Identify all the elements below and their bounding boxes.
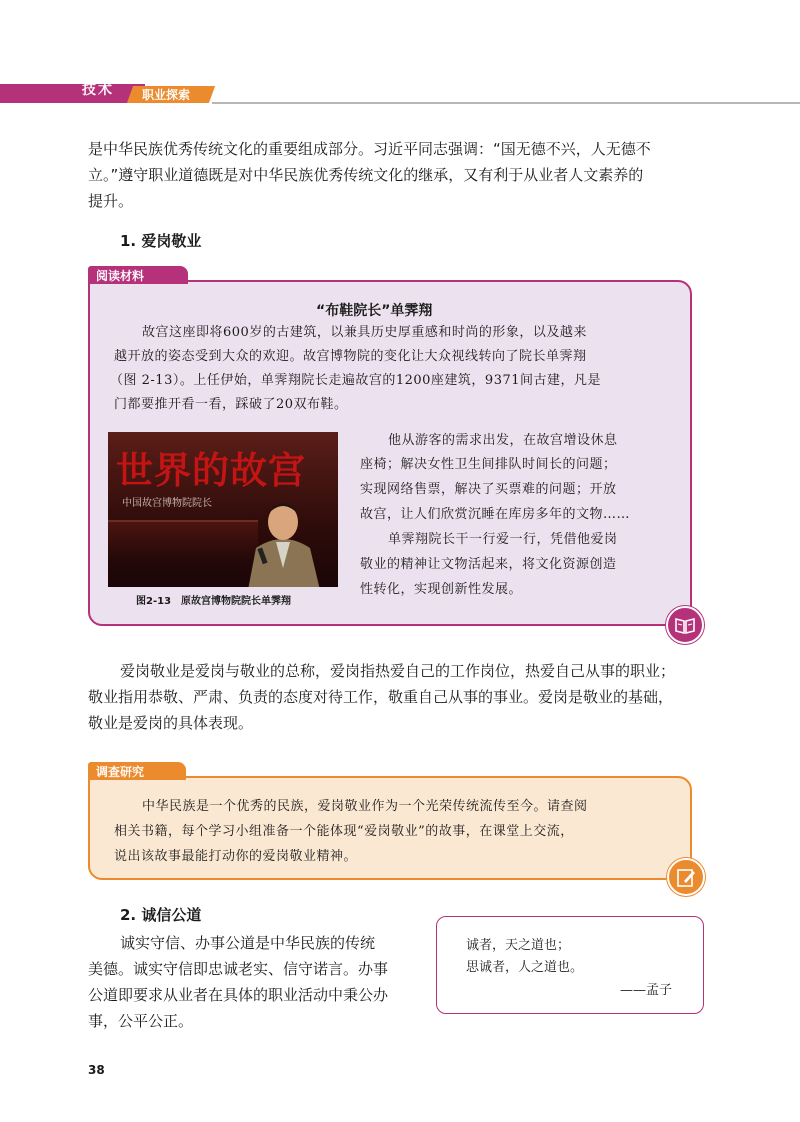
- pen-icon: [667, 858, 705, 896]
- survey-tab: [88, 762, 186, 780]
- reading-p2-line-5: 单霁翔院长干一行爱一行，凭借他爱岗: [388, 532, 618, 547]
- header-rule: [212, 102, 800, 104]
- reading-p1-line-1: 故宫这座即将600岁的古建筑，以兼具历史厚重感和时尚的形象，以及越来: [142, 325, 587, 340]
- photo-caption: 图2-13 原故宫博物院院长单霁翔: [136, 596, 292, 607]
- book-title: 技术: [82, 82, 114, 98]
- survey-tab-label: 调查研究: [96, 765, 145, 779]
- page-number: 38: [88, 1063, 105, 1077]
- survey-line-1: 中华民族是一个优秀的民族，爱岗敬业作为一个光荣传统流传至今。请查阅: [142, 799, 588, 814]
- survey-line-3: 说出该故事最能打动你的爱岗敬业精神。: [114, 849, 358, 864]
- intro-line-3: 提升。: [88, 192, 134, 210]
- photo-banner-text: 世界的故宫: [116, 448, 306, 492]
- section2-line-2: 美德。诚实守信即忠诚老实、信守诺言。办事: [88, 960, 389, 978]
- reading-title: “布鞋院长”单霁翔: [316, 303, 433, 319]
- reading-p2-line-2: 座椅；解决女性卫生间排队时间长的问题；: [360, 457, 617, 472]
- reading-p1-line-3: （图 2-13）。上任伊始，单霁翔院长走遍故宫的1200座建筑，9371间古建，凡是: [110, 373, 602, 388]
- photo-shan-jixiang: [108, 432, 338, 587]
- reading-tab-label: 阅读材料: [96, 269, 145, 283]
- body-line-2: 敬业指用恭敬、严肃、负责的态度对待工作，敬重自己从事的事业。爱岗是敬业的基础，: [88, 688, 674, 706]
- header-magenta-band: [0, 84, 145, 103]
- photo-subtext: 中国故宫博物院院长: [122, 498, 212, 509]
- section-label: 职业探索: [142, 88, 191, 102]
- book-glyph: [668, 608, 702, 642]
- person-figure: [238, 490, 328, 587]
- book-icon: [666, 606, 704, 644]
- survey-line-2: 相关书籍，每个学习小组准备一个能体现“爱岗敬业”的故事，在课堂上交流，: [114, 824, 574, 839]
- intro-line-1: 是中华民族优秀传统文化的重要组成部分。习近平同志强调：“国无德不兴，人无德不: [88, 140, 651, 158]
- section2-line-4: 事，公平公正。: [88, 1012, 194, 1030]
- section1-heading: 1. 爱岗敬业: [120, 232, 202, 250]
- intro-line-2: 立。”遵守职业道德既是对中华民族优秀传统文化的继承，又有利于从业者人文素养的: [88, 166, 644, 184]
- reading-p1-line-2: 越开放的姿态受到大众的欢迎。故宫博物院的变化让大众视线转向了院长单霁翔: [114, 349, 587, 364]
- quote-author: ——孟子: [620, 983, 673, 998]
- section2-heading: 2. 诚信公道: [120, 906, 202, 924]
- reading-p2-line-3: 实现网络售票，解决了买票难的问题；开放: [360, 482, 617, 497]
- photo-roof: [108, 520, 258, 562]
- reading-p2-line-4: 故宫，让人们欣赏沉睡在库房多年的文物……: [360, 507, 631, 522]
- reading-p2-line-6: 敬业的精神让文物活起来，将文化资源创造: [360, 557, 617, 572]
- reading-tab: [88, 266, 188, 284]
- section2-line-3: 公道即要求从业者在具体的职业活动中秉公办: [88, 986, 389, 1004]
- reading-p2-line-1: 他从游客的需求出发，在故宫增设休息: [388, 433, 618, 448]
- body-line-1: 爱岗敬业是爱岗与敬业的总称，爱岗指热爱自己的工作岗位，热爱自己从事的职业；: [120, 662, 676, 680]
- section2-line-1: 诚实守信、办事公道是中华民族的传统: [120, 934, 376, 952]
- quote-line-1: 诚者，天之道也；: [466, 938, 571, 953]
- pen-glyph: [669, 860, 703, 894]
- reading-p1-line-4: 门都要推开看一看，踩破了20双布鞋。: [114, 397, 348, 412]
- reading-p2-line-7: 性转化，实现创新性发展。: [360, 582, 523, 597]
- body-line-3: 敬业是爱岗的具体表现。: [88, 714, 254, 732]
- quote-line-2: 思诚者，人之道也。: [466, 960, 584, 975]
